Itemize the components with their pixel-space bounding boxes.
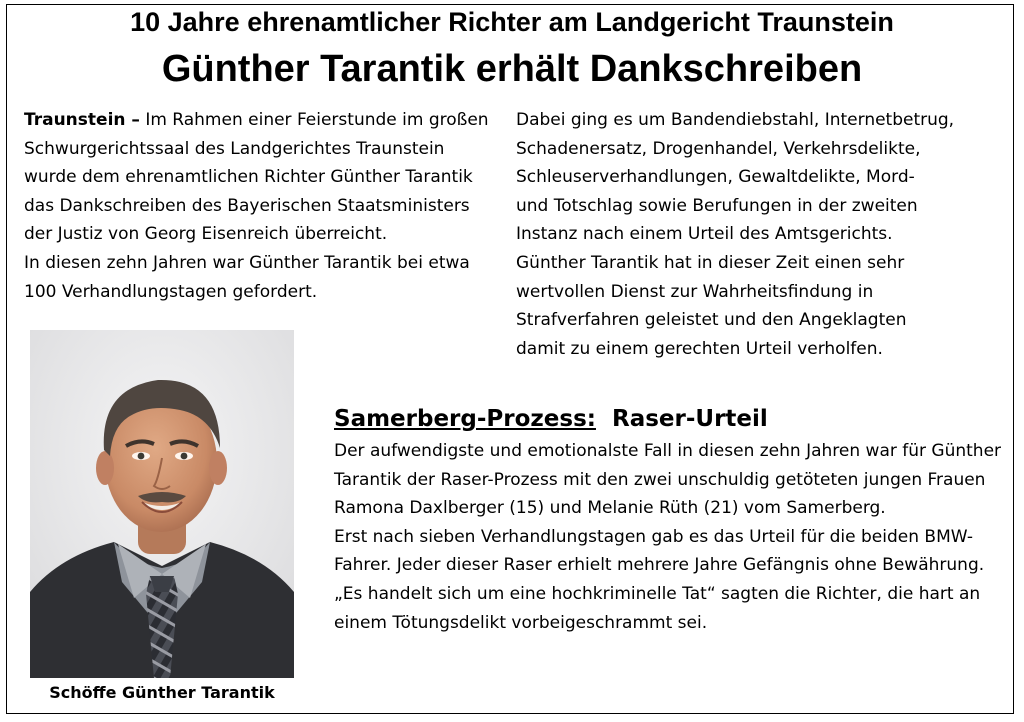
right-line: und Totschlag sowie Berufungen in der zweiten [516,195,918,216]
right-line: Instanz nach einem Urteil des Amtsgerichts. [516,224,893,245]
right-line: Günther Tarantik hat in dieser Zeit einen sehr [516,252,905,273]
right-line: damit zu einem gerechten Urteil verholfen. [516,338,883,359]
article-headline: 10 Jahre ehrenamtlicher Richter am Landgericht Traunstein [130,7,894,37]
section-paragraph-3: „Es handelt sich um eine hochkriminelle Tat“ sagten die Richter, die hart an einem Tötungsdelikt vorbeigeschrammt sei. [334,583,981,633]
left-paragraph-2: In diesen zehn Jahren war Günther Tarantik bei etwa 100 Verhandlungstagen gefordert. [24,252,470,302]
dateline: Traunstein – [24,110,140,130]
left-column [24,106,496,306]
portrait-photo [30,330,294,678]
section-samerberg [334,402,1014,637]
right-line: Strafverfahren geleistet und den Angeklagten [516,310,907,331]
photo-caption: Schöffe Günther Tarantik [49,683,275,702]
portrait-illustration [30,330,294,678]
right-column [516,106,1006,363]
section-paragraph-2: Erst nach sieben Verhandlungstagen gab es das Urteil für die beiden BMW-Fahrer. Jeder dieser Raser erhielt mehrere Jahre Gefängnis ohne Bewährung. [334,526,985,576]
right-line: Dabei ging es um Bandendiebstahl, Internetbetrug, [516,110,955,130]
section-title [334,402,1014,436]
section-title-underlined: Samerberg-Prozess: [334,406,596,432]
left-paragraph-1-text: Im Rahmen einer Feierstunde im großen Schwurgerichtssaal des Landgerichtes Traunstein wurde dem ehrenamtlichen Richter Günther Tarantik das Dankschreiben des Bayerischen Staatsministers der Justiz von Georg Eisenreich überreicht. [24,110,489,245]
right-line: wertvollen Dienst zur Wahrheitsfindung in [516,281,874,302]
left-paragraph-1 [24,106,496,249]
right-line: Schleuserverhandlungen, Gewaltdelikte, Mord- [516,167,915,188]
right-line: Schadenersatz, Drogenhandel, Verkehrsdelikte, [516,138,921,159]
article-title: Günther Tarantik erhält Dankschreiben [161,48,863,90]
section-title-rest: Raser-Urteil [612,406,768,432]
section-paragraph-1: Der aufwendigste und emotionalste Fall in diesen zehn Jahren war für Günther Tarantik der Raser-Prozess mit den zwei unschuldig getöteten jungen Frauen Ramona Daxlberger (15) und Melanie Rüth (21) vom Samerberg. [334,441,1002,519]
